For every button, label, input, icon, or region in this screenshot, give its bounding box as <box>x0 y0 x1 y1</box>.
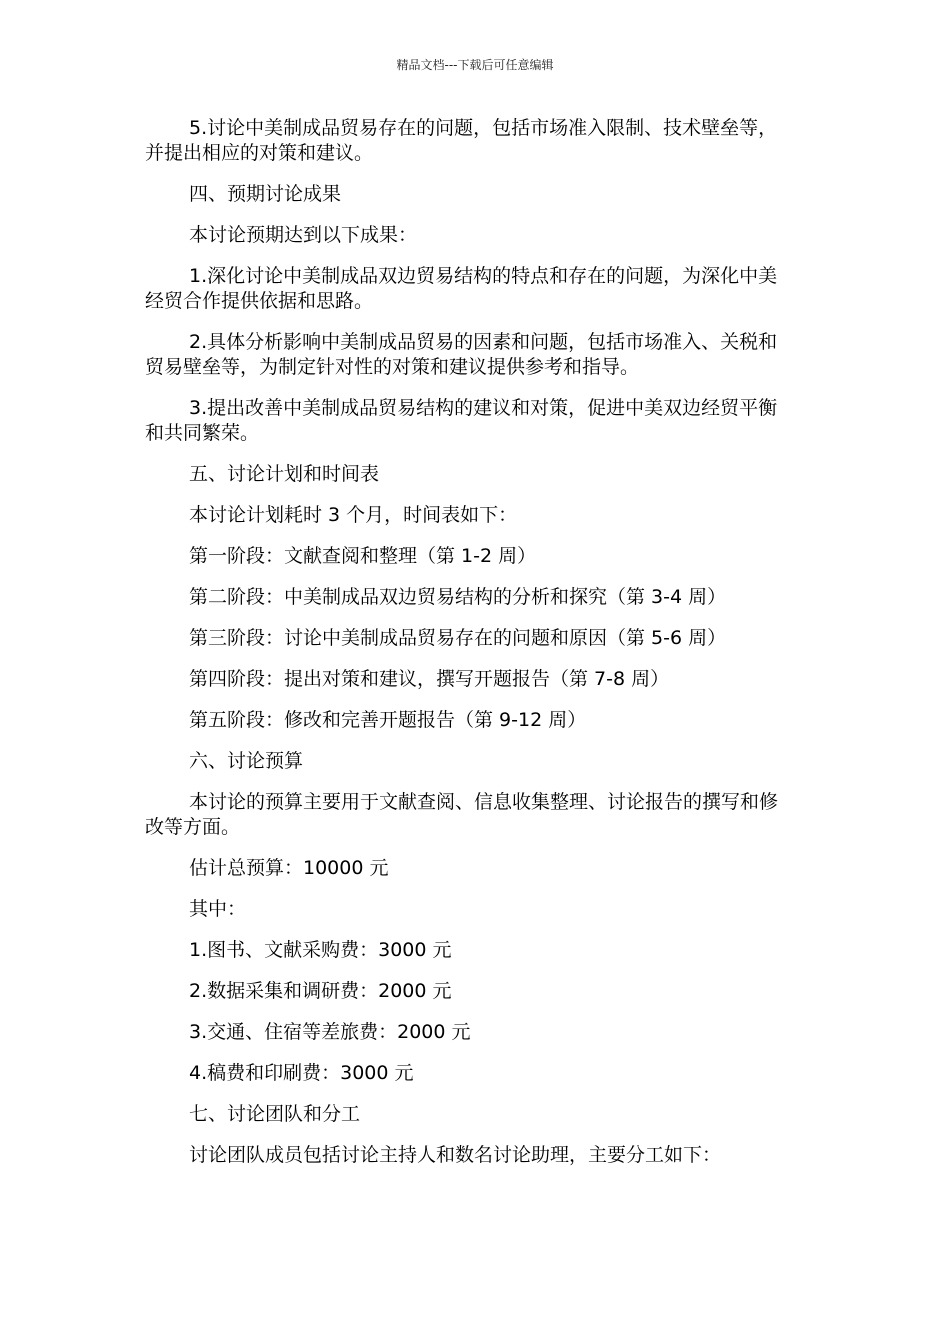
section-heading-expected-results: 四、预期讨论成果 <box>189 183 342 205</box>
schedule-stage-4: 第四阶段：提出对策和建议，撰写开题报告（第 7-8 周） <box>189 668 670 690</box>
paragraph-topic-5: 5.讨论中美制成品贸易存在的问题，包括市场准入限制、技术壁垒等，并提出相应的对策和建议。 <box>145 117 778 164</box>
schedule-stage-3: 第三阶段：讨论中美制成品贸易存在的问题和原因（第 5-6 周） <box>189 627 727 649</box>
budget-item-4: 4.稿费和印刷费：3000 元 <box>189 1062 414 1084</box>
schedule-stage-1: 第一阶段：文献查阅和整理（第 1-2 周） <box>189 545 537 567</box>
page-header: 精品文档---下载后可任意编辑 <box>396 58 554 72</box>
paragraph-budget-intro: 本讨论的预算主要用于文献查阅、信息收集整理、讨论报告的撰写和修改等方面。 <box>145 791 779 838</box>
paragraph-schedule-intro: 本讨论计划耗时 3 个月，时间表如下： <box>189 504 518 526</box>
schedule-stage-2: 第二阶段：中美制成品双边贸易结构的分析和探究（第 3-4 周） <box>189 586 727 608</box>
document-body <box>145 116 792 1184</box>
budget-item-1: 1.图书、文献采购费：3000 元 <box>189 939 452 961</box>
schedule-stage-5: 第五阶段：修改和完善开题报告（第 9-12 周） <box>189 709 587 731</box>
budget-item-3: 3.交通、住宿等差旅费：2000 元 <box>189 1021 471 1043</box>
section-heading-schedule: 五、讨论计划和时间表 <box>189 463 380 485</box>
section-heading-team: 七、讨论团队和分工 <box>189 1103 361 1125</box>
paragraph-result-1: 1.深化讨论中美制成品双边贸易结构的特点和存在的问题，为深化中美经贸合作提供依据和思路。 <box>145 265 778 312</box>
section-heading-budget: 六、讨论预算 <box>189 750 304 772</box>
budget-breakdown-label: 其中： <box>189 898 247 920</box>
paragraph-team-intro: 讨论团队成员包括讨论主持人和数名讨论助理，主要分工如下： <box>189 1144 722 1166</box>
budget-total: 估计总预算：10000 元 <box>189 857 389 879</box>
paragraph-expected-intro: 本讨论预期达到以下成果： <box>189 224 418 246</box>
budget-item-2: 2.数据采集和调研费：2000 元 <box>189 980 452 1002</box>
paragraph-result-2: 2.具体分析影响中美制成品贸易的因素和问题，包括市场准入、关税和贸易壁垒等，为制定针对性的对策和建议提供参考和指导。 <box>145 331 778 378</box>
paragraph-result-3: 3.提出改善中美制成品贸易结构的建议和对策，促进中美双边经贸平衡和共同繁荣。 <box>145 397 778 444</box>
